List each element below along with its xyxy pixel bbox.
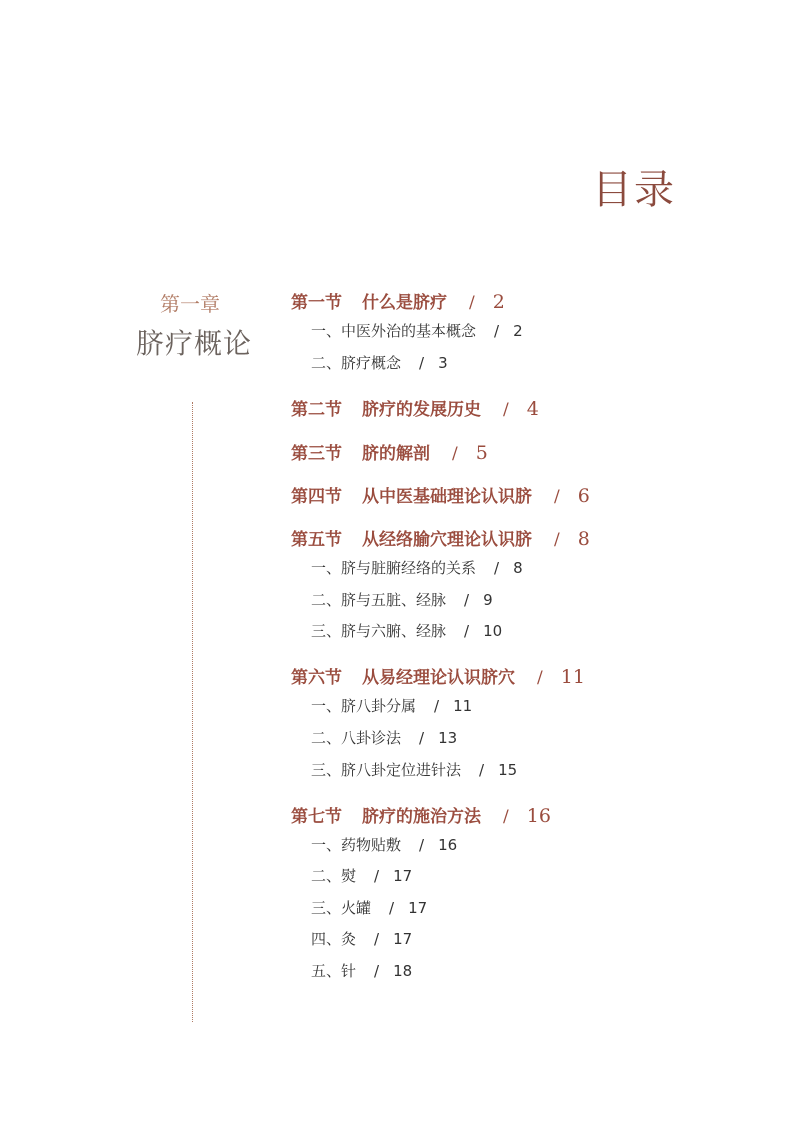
separator: /: [374, 867, 380, 885]
section-number: 第三节: [291, 444, 342, 464]
page-number: 10: [483, 622, 503, 640]
toc-subsection[interactable]: [311, 352, 448, 373]
subsection-title: 三、脐与六腑、经脉: [311, 622, 447, 640]
separator: /: [503, 807, 509, 827]
section-title: 脐疗的发展历史: [362, 400, 481, 420]
section-number: 第一节: [291, 293, 342, 313]
toc-subsection[interactable]: [311, 834, 457, 855]
toc-subsection[interactable]: [311, 928, 412, 949]
section-number: 第六节: [291, 668, 342, 688]
chapter-number: 第一章: [160, 292, 220, 316]
section-title: 从易经理论认识脐穴: [362, 668, 515, 688]
toc-subsection[interactable]: [311, 695, 472, 716]
subsection-title: 二、脐疗概念: [311, 354, 402, 372]
toc-section[interactable]: [291, 439, 488, 464]
section-title: 从中医基础理论认识脐: [362, 487, 532, 507]
section-title: 什么是脐疗: [362, 293, 447, 313]
toc-subsection[interactable]: [311, 897, 427, 918]
subsection-title: 一、中医外治的基本概念: [311, 322, 477, 340]
page-number: 16: [438, 836, 458, 854]
separator: /: [554, 530, 560, 550]
page-number: 17: [393, 930, 413, 948]
page-number: 2: [513, 322, 523, 340]
section-title: 从经络腧穴理论认识脐: [362, 530, 532, 550]
separator: /: [464, 591, 470, 609]
page-number: 4: [526, 398, 539, 420]
separator: /: [419, 354, 425, 372]
separator: /: [464, 622, 470, 640]
toc-section[interactable]: [291, 288, 505, 313]
section-number: 第四节: [291, 487, 342, 507]
subsection-title: 二、熨: [311, 867, 357, 885]
separator: /: [374, 962, 380, 980]
separator: /: [419, 836, 425, 854]
page-number: 17: [408, 899, 428, 917]
separator: /: [537, 668, 543, 688]
section-number: 第五节: [291, 530, 342, 550]
page-number: 8: [577, 528, 590, 550]
toc-section[interactable]: [291, 395, 539, 420]
page-number: 11: [560, 666, 585, 688]
separator: /: [503, 400, 509, 420]
subsection-title: 三、脐八卦定位进针法: [311, 761, 462, 779]
separator: /: [494, 322, 500, 340]
page-number: 9: [483, 591, 493, 609]
toc-subsection[interactable]: [311, 727, 457, 748]
toc-subsection[interactable]: [311, 960, 412, 981]
separator: /: [434, 697, 440, 715]
section-title: 脐疗的施治方法: [362, 807, 481, 827]
page-number: 3: [438, 354, 448, 372]
subsection-title: 一、脐八卦分属: [311, 697, 417, 715]
toc-subsection[interactable]: [311, 620, 502, 641]
subsection-title: 二、脐与五脏、经脉: [311, 591, 447, 609]
separator: /: [374, 930, 380, 948]
toc-subsection[interactable]: [311, 589, 493, 610]
toc-subsection[interactable]: [311, 557, 523, 578]
chapter-title: 脐疗概论: [136, 327, 253, 360]
page-number: 5: [475, 442, 488, 464]
toc-subsection[interactable]: [311, 320, 523, 341]
separator: /: [479, 761, 485, 779]
section-title: 脐的解剖: [362, 444, 430, 464]
toc-subsection[interactable]: [311, 759, 517, 780]
subsection-title: 一、脐与脏腑经络的关系: [311, 559, 477, 577]
subsection-title: 四、灸: [311, 930, 357, 948]
toc-section[interactable]: [291, 525, 590, 550]
separator: /: [419, 729, 425, 747]
page-number: 6: [577, 485, 590, 507]
subsection-title: 一、药物贴敷: [311, 836, 402, 854]
section-number: 第七节: [291, 807, 342, 827]
page-number: 2: [492, 291, 505, 313]
page-number: 11: [453, 697, 473, 715]
toc-section[interactable]: [291, 482, 590, 507]
subsection-title: 二、八卦诊法: [311, 729, 402, 747]
page-number: 15: [498, 761, 518, 779]
section-number: 第二节: [291, 400, 342, 420]
page-number: 17: [393, 867, 413, 885]
dotted-divider: [192, 402, 193, 1022]
toc-subsection[interactable]: [311, 865, 412, 886]
subsection-title: 五、针: [311, 962, 357, 980]
page-number: 8: [513, 559, 523, 577]
toc-section[interactable]: [291, 802, 551, 827]
page-number: 18: [393, 962, 413, 980]
toc-section[interactable]: [291, 663, 585, 688]
page-number: 16: [526, 805, 551, 827]
separator: /: [494, 559, 500, 577]
subsection-title: 三、火罐: [311, 899, 372, 917]
separator: /: [452, 444, 458, 464]
separator: /: [389, 899, 395, 917]
page-number: 13: [438, 729, 458, 747]
separator: /: [469, 293, 475, 313]
page-title: 目录: [592, 167, 676, 213]
separator: /: [554, 487, 560, 507]
